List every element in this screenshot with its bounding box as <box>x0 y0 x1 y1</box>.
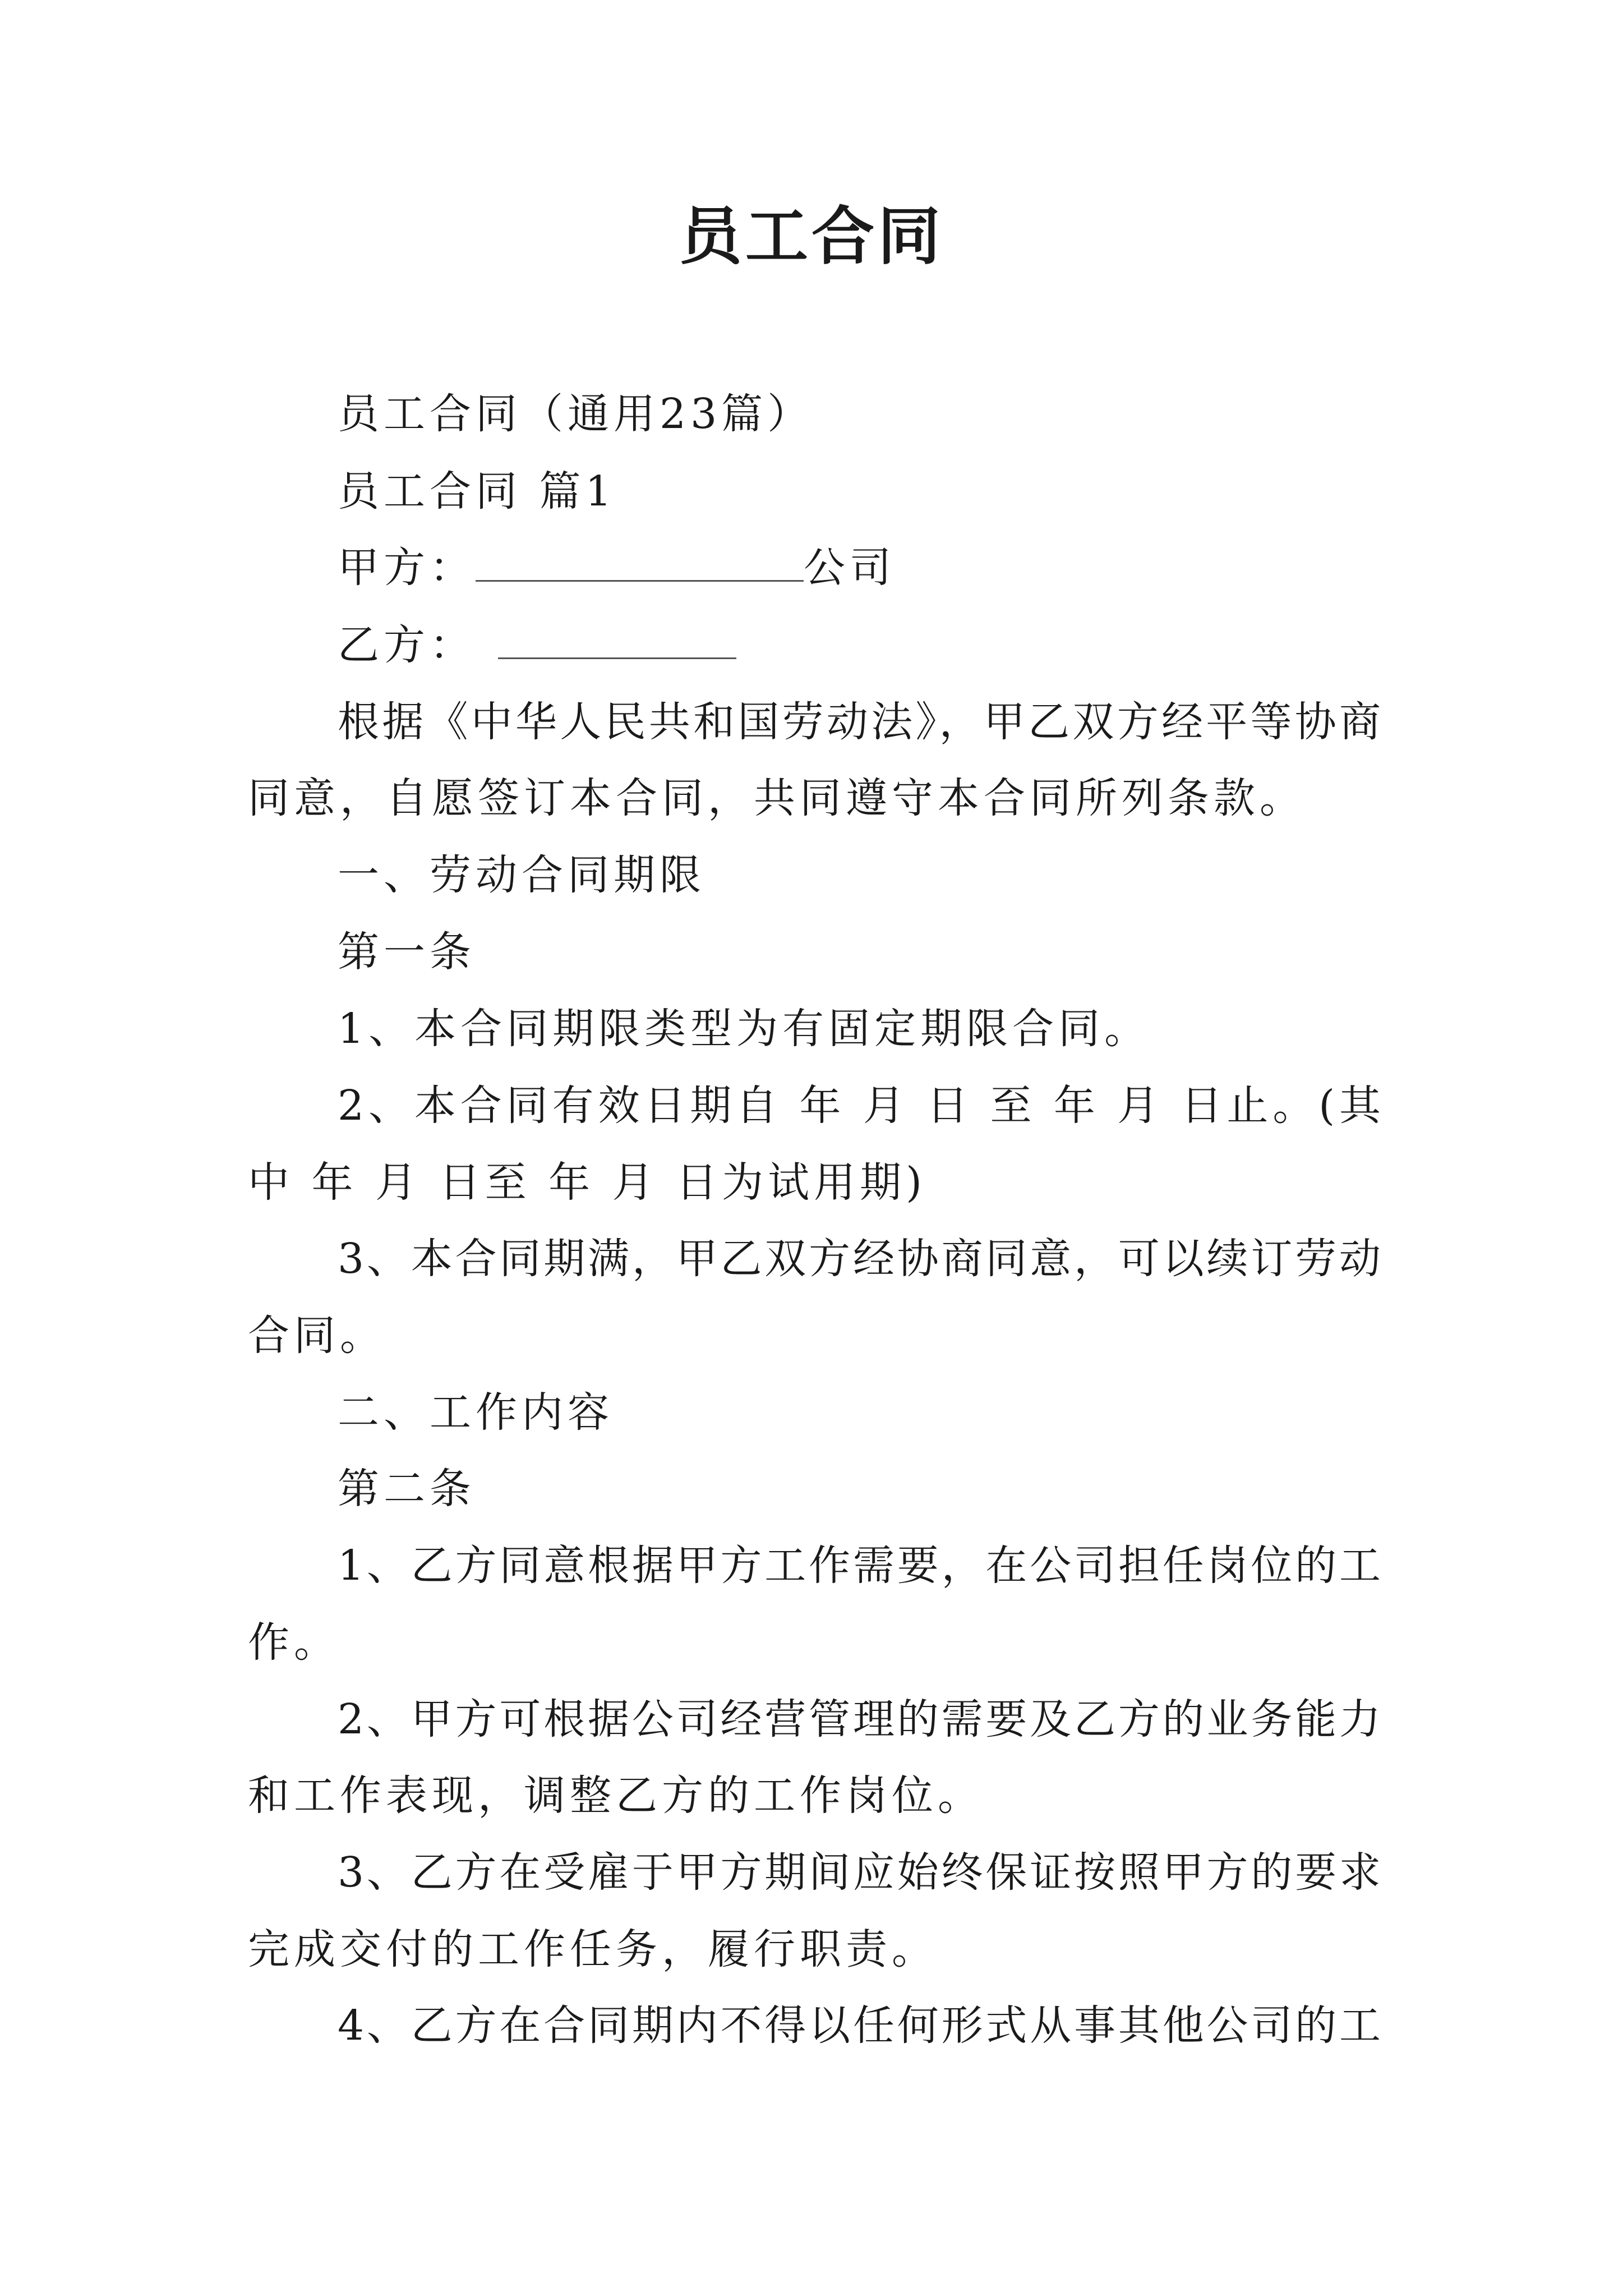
party-b-line <box>248 617 1381 673</box>
s2-item4-line1: 4、乙方在合同期内不得以任何形式从事其他公司的工 <box>338 2001 1381 2050</box>
section1-heading: 一、劳动合同期限 <box>338 851 706 899</box>
document-title: 员工合同 <box>679 200 944 273</box>
s2-item3-line1: 3、乙方在受雇于甲方期间应始终保证按照甲方的要求 <box>338 1848 1381 1897</box>
section1-clause: 第一条 <box>338 928 476 976</box>
s1-item3-line1: 3、本合同期满，甲乙双方经协商同意，可以续订劳动 <box>338 1235 1381 1283</box>
party-a-label: 甲方： <box>338 544 476 592</box>
intro-line-1: 根据《中华人民共和国劳动法》，甲乙双方经平等协商 <box>338 698 1381 746</box>
s2-item2-line1: 2、甲方可根据公司经营管理的需要及乙方的业务能力 <box>338 1695 1381 1743</box>
intro-line-2: 同意，自愿签订本合同，共同遵守本合同所列条款。 <box>248 774 1306 822</box>
s1-item1: 1、本合同期限类型为有固定期限合同。 <box>338 1005 1151 1053</box>
party-a-suffix: 公司 <box>804 544 896 592</box>
party-a-line <box>248 540 1381 596</box>
s2-item1-line1: 1、乙方同意根据甲方工作需要，在公司担任岗位的工 <box>338 1542 1381 1590</box>
s2-item2-line2: 和工作表现，调整乙方的工作岗位。 <box>248 1772 984 1820</box>
party-b-blank[interactable] <box>498 618 736 659</box>
section2-heading: 二、工作内容 <box>338 1388 614 1437</box>
s1-item2-line1: 2、本合同有效日期自 年 月 日 至 年 月 日止。(其 <box>338 1082 1381 1130</box>
article-heading: 员工合同 篇1 <box>338 467 616 516</box>
s1-item3-line2: 合同。 <box>248 1312 386 1360</box>
s1-item2-line2: 中 年 月 日至 年 月 日为试用期) <box>248 1158 927 1207</box>
party-a-blank[interactable] <box>476 541 804 582</box>
section2-clause: 第二条 <box>338 1465 476 1513</box>
s2-item1-line2: 作。 <box>248 1618 340 1667</box>
s2-item3-line2: 完成交付的工作任务，履行职责。 <box>248 1925 938 1973</box>
document-subtitle: 员工合同（通用23篇） <box>338 390 814 438</box>
party-b-label: 乙方： <box>338 621 476 669</box>
